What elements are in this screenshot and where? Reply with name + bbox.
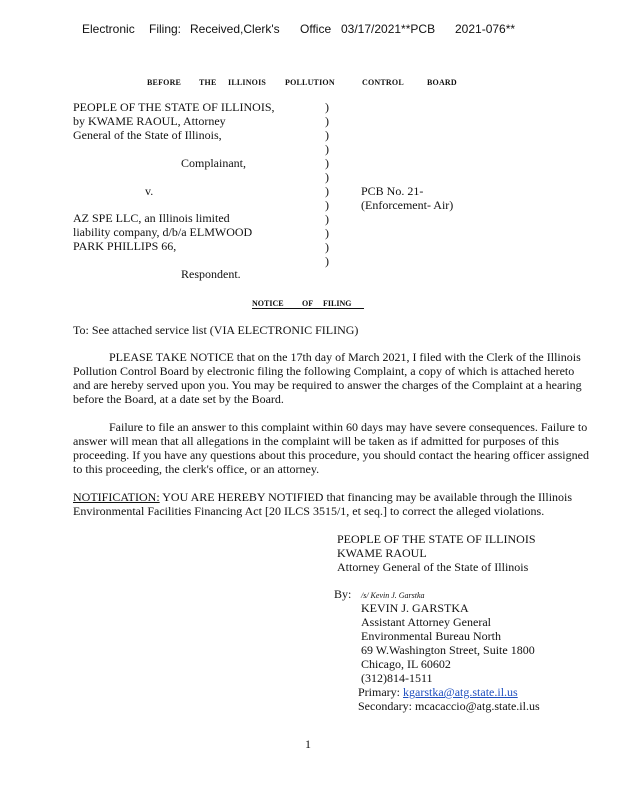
signature-party-line: KWAME RAOUL xyxy=(337,546,427,560)
filing-stamp-filing: Filing: xyxy=(149,22,182,36)
complainant-label: Complainant, xyxy=(181,156,246,170)
notice-title-word: FILING xyxy=(323,299,352,308)
filing-stamp-electronic: Electronic xyxy=(82,22,135,36)
caption-paren: ) xyxy=(325,100,329,114)
defendant-line: AZ SPE LLC, an Illinois limited xyxy=(73,211,230,225)
versus: v. xyxy=(145,184,154,198)
failure-paragraph: Failure to file an answer to this complaint within 60 days may have severe consequences. Failure to answer will mean that all allegations in the complaint will be taken as if admitted for purposes of this proceeding. If you have any questions about this procedure, you should contact the hearing officer assigned to this proceeding, the clerk's office, or an attorney. xyxy=(73,420,589,476)
attorney-address-line: Environmental Bureau North xyxy=(361,629,501,643)
by-label: By: xyxy=(334,587,352,601)
case-type: (Enforcement- Air) xyxy=(361,198,454,212)
caption-paren: ) xyxy=(325,198,329,212)
board-title-word: POLLUTION xyxy=(285,78,335,87)
attorney-address-line: KEVIN J. GARSTKA xyxy=(361,601,469,615)
defendant-line: PARK PHILLIPS 66, xyxy=(73,239,177,253)
to-line: To: See attached service list (VIA ELECTRONIC FILING) xyxy=(73,323,359,337)
signature-party-line: PEOPLE OF THE STATE OF ILLINOIS xyxy=(337,532,536,546)
page-number: 1 xyxy=(305,737,311,751)
board-title-word: BEFORE xyxy=(147,78,182,87)
caption-paren: ) xyxy=(325,254,329,268)
caption-paren: ) xyxy=(325,184,329,198)
caption-paren: ) xyxy=(325,142,329,156)
board-title-word: CONTROL xyxy=(362,78,404,87)
notice-title-underline xyxy=(252,308,364,309)
notice-title-word: OF xyxy=(302,299,314,308)
caption-paren: ) xyxy=(325,226,329,240)
secondary-email: mcacaccio@atg.state.il.us xyxy=(414,699,540,713)
electronic-signature: /s/ Kevin J. Garstka xyxy=(361,591,425,600)
board-title-word: THE xyxy=(199,78,217,87)
notification-text: YOU ARE HEREBY NOTIFIED that financing may be available through the Illinois Environmental Facilities Financing Act [20 ILCS 3515/1, et seq.] to correct the alleged violations. xyxy=(73,490,573,518)
notice-title-word: NOTICE xyxy=(252,299,284,308)
attorney-address-line: (312)814-1511 xyxy=(361,671,433,685)
secondary-email-label: Secondary: xyxy=(358,699,415,713)
primary-email-label: Primary: xyxy=(358,685,403,699)
plaintiff-line: by KWAME RAOUL, Attorney xyxy=(73,114,226,128)
notice-paragraph: PLEASE TAKE NOTICE that on the 17th day of March 2021, I filed with the Clerk of the Illinois Pollution Control Board by electronic filing the following Complaint, a copy of which is attached hereto and are hereby served upon you. You may be required to answer the charges of the Complaint at a hearing before the Board, at a date set by the Board. xyxy=(73,350,582,406)
attorney-address-line: Assistant Attorney General xyxy=(361,615,491,629)
caption-paren: ) xyxy=(325,156,329,170)
primary-email-link[interactable]: kgarstka@atg.state.il.us xyxy=(403,685,518,699)
attorney-address-line: 69 W.Washington Street, Suite 1800 xyxy=(361,643,535,657)
notification-paragraph xyxy=(73,490,593,518)
attorney-address-line: Chicago, IL 60602 xyxy=(361,657,451,671)
notification-label: NOTIFICATION: xyxy=(73,490,160,504)
board-title-word: BOARD xyxy=(427,78,457,87)
caption-paren: ) xyxy=(325,128,329,142)
defendant-line: liability company, d/b/a ELMWOOD xyxy=(73,225,253,239)
filing-stamp-case: 2021-076** xyxy=(455,22,516,36)
respondent-label: Respondent. xyxy=(181,267,241,281)
signature-party-line: Attorney General of the State of Illinois xyxy=(337,560,529,574)
caption-paren: ) xyxy=(325,240,329,254)
case-number: PCB No. 21- xyxy=(361,184,424,198)
filing-stamp-date: 03/17/2021**PCB xyxy=(341,22,436,36)
caption-paren: ) xyxy=(325,114,329,128)
plaintiff-line: General of the State of Illinois, xyxy=(73,128,222,142)
secondary-email-line xyxy=(358,699,540,713)
filing-stamp-office: Office xyxy=(300,22,332,36)
caption-paren: ) xyxy=(325,212,329,226)
board-title-word: ILLINOIS xyxy=(228,78,267,87)
filing-stamp-received: Received,Clerk's xyxy=(190,22,280,36)
primary-email-line xyxy=(358,685,518,699)
caption-paren: ) xyxy=(325,170,329,184)
plaintiff-line: PEOPLE OF THE STATE OF ILLINOIS, xyxy=(73,100,275,114)
